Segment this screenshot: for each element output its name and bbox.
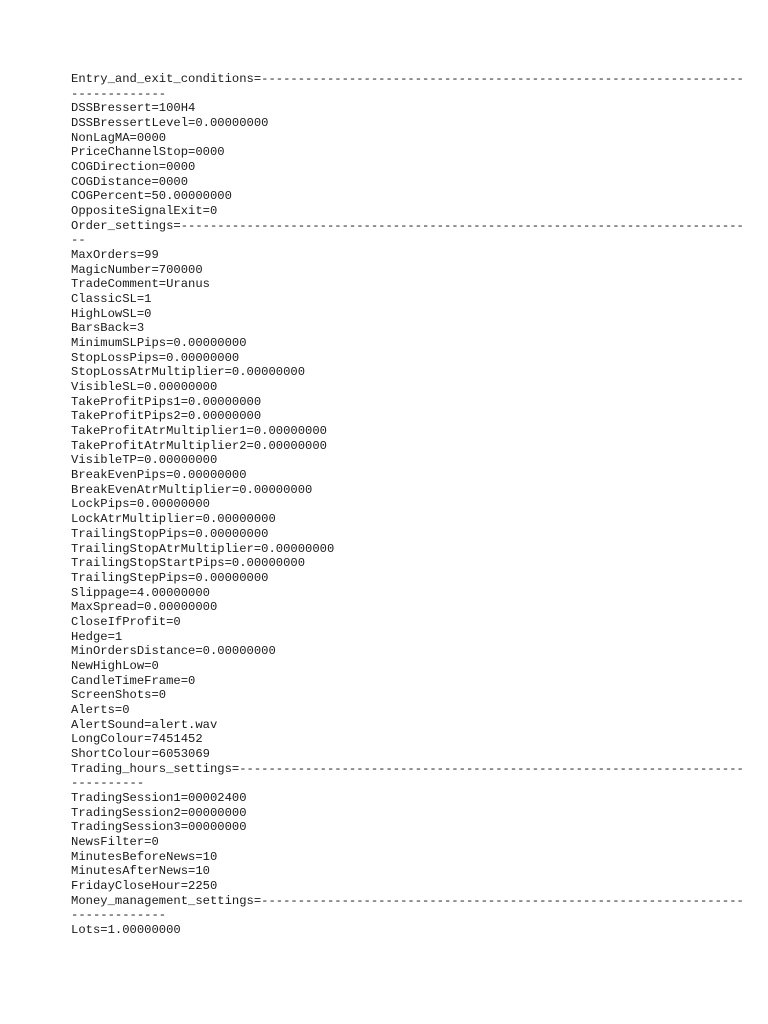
- settings-line: -------------: [71, 908, 167, 923]
- settings-line: NewHighLow=0: [71, 658, 159, 673]
- settings-line: FridayCloseHour=2250: [71, 878, 218, 893]
- settings-line: VisibleTP=0.00000000: [71, 453, 218, 468]
- settings-line: MaxSpread=0.00000000: [71, 600, 218, 615]
- settings-line: TakeProfitAtrMultiplier1=0.00000000: [71, 424, 327, 439]
- settings-line: TakeProfitAtrMultiplier2=0.00000000: [71, 438, 327, 453]
- settings-line: CloseIfProfit=0: [71, 614, 181, 629]
- settings-line: TradeComment=Uranus: [71, 277, 210, 292]
- settings-line: OppositeSignalExit=0: [71, 204, 218, 219]
- settings-line: TrailingStopPips=0.00000000: [71, 526, 269, 541]
- settings-line: ScreenShots=0: [71, 688, 167, 703]
- settings-line: HighLowSL=0: [71, 306, 152, 321]
- settings-line: ClassicSL=1: [71, 292, 152, 307]
- settings-line: TakeProfitPips1=0.00000000: [71, 394, 262, 409]
- settings-line: Trading_hours_settings=---------------------------------------------------------------------: [71, 761, 744, 776]
- settings-line: Slippage=4.00000000: [71, 585, 210, 600]
- settings-line: TradingSession1=00002400: [71, 790, 247, 805]
- settings-line: MinutesAfterNews=10: [71, 864, 210, 879]
- settings-line: LongColour=7451452: [71, 732, 203, 747]
- settings-line: MagicNumber=700000: [71, 262, 203, 277]
- settings-line: Entry_and_exit_conditions=------------------------------------------------------------------: [71, 72, 744, 86]
- settings-line: Money_management_settings=------------------------------------------------------------------: [71, 893, 744, 908]
- settings-line: ----------: [71, 776, 145, 791]
- settings-document: [71, 72, 744, 938]
- settings-line: LockAtrMultiplier=0.00000000: [71, 512, 276, 527]
- settings-line: COGPercent=50.00000000: [71, 189, 232, 204]
- settings-line: ShortColour=6053069: [71, 746, 210, 761]
- settings-line: COGDistance=0000: [71, 174, 189, 189]
- settings-line: MinutesBeforeNews=10: [71, 849, 218, 864]
- settings-line: TrailingStepPips=0.00000000: [71, 570, 269, 585]
- settings-line: LockPips=0.00000000: [71, 497, 210, 512]
- settings-line: BarsBack=3: [71, 321, 145, 336]
- settings-line: BreakEvenPips=0.00000000: [71, 468, 247, 483]
- settings-line: NonLagMA=0000: [71, 130, 167, 145]
- settings-line: MinOrdersDistance=0.00000000: [71, 644, 276, 659]
- settings-line: NewsFilter=0: [71, 834, 159, 849]
- settings-line: TrailingStopStartPips=0.00000000: [71, 556, 306, 571]
- settings-line: Order_settings=-----------------------------------------------------------------------------: [71, 218, 744, 233]
- settings-line: VisibleSL=0.00000000: [71, 380, 218, 395]
- settings-line: Alerts=0: [71, 702, 130, 717]
- settings-line: MinimumSLPips=0.00000000: [71, 336, 247, 351]
- settings-line: CandleTimeFrame=0: [71, 673, 196, 688]
- settings-line: TrailingStopAtrMultiplier=0.00000000: [71, 541, 335, 556]
- settings-line: COGDirection=0000: [71, 160, 196, 175]
- settings-line: Lots=1.00000000: [71, 922, 181, 937]
- settings-line: TradingSession2=00000000: [71, 805, 247, 820]
- settings-line: DSSBressert=100H4: [71, 101, 196, 116]
- settings-line: PriceChannelStop=0000: [71, 145, 225, 160]
- settings-line: Hedge=1: [71, 629, 123, 644]
- settings-line: AlertSound=alert.wav: [71, 717, 218, 732]
- settings-line: TakeProfitPips2=0.00000000: [71, 409, 262, 424]
- settings-line: -------------: [71, 86, 167, 101]
- settings-line: --: [71, 233, 86, 248]
- settings-line: MaxOrders=99: [71, 248, 159, 263]
- settings-line: StopLossPips=0.00000000: [71, 350, 240, 365]
- settings-line: StopLossAtrMultiplier=0.00000000: [71, 365, 306, 380]
- settings-line: DSSBressertLevel=0.00000000: [71, 116, 269, 131]
- settings-line: TradingSession3=00000000: [71, 820, 247, 835]
- settings-line: BreakEvenAtrMultiplier=0.00000000: [71, 482, 313, 497]
